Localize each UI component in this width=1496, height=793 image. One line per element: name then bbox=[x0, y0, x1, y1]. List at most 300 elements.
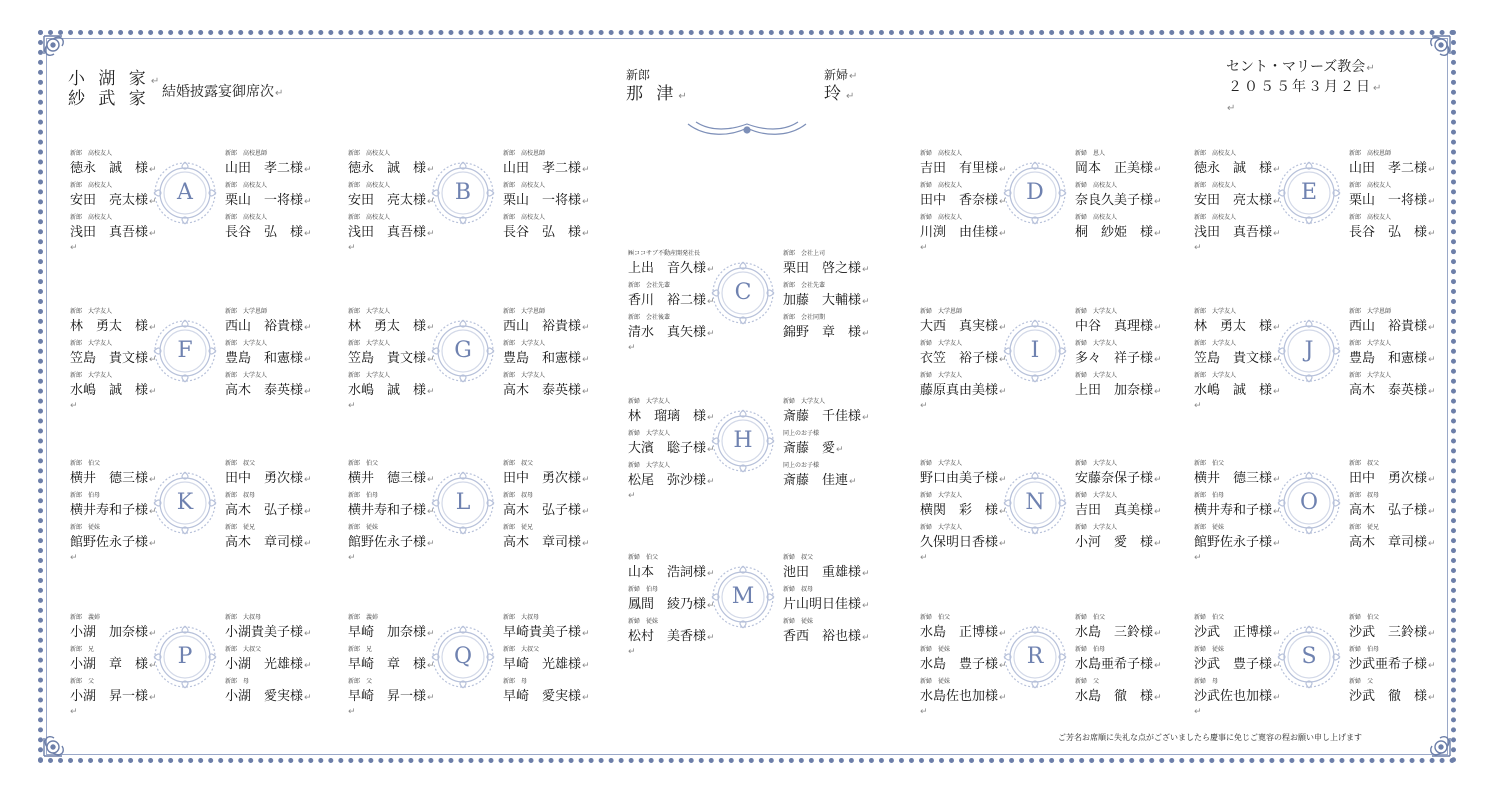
paragraph-mark: ↵ bbox=[304, 629, 312, 639]
guest-name-line bbox=[1194, 621, 1281, 640]
guest-name: 田中 勇次様 bbox=[503, 471, 582, 486]
guest-relation: 新郎 母 bbox=[225, 678, 250, 685]
guest-seat bbox=[1192, 522, 1292, 552]
guest-relation: 新婦 伯母 bbox=[1075, 646, 1106, 653]
paragraph-mark: ↵ bbox=[999, 387, 1007, 397]
guest-name: 沙武 徹 様 bbox=[1349, 689, 1428, 704]
guest-relation: 新郎 高校友人 bbox=[503, 214, 546, 221]
paragraph-mark: ↵ bbox=[1428, 475, 1436, 485]
guest-seat bbox=[1073, 212, 1173, 242]
guest-name: 小河 愛 様 bbox=[1075, 535, 1154, 550]
guest-relation: 新郎 義姉 bbox=[70, 614, 101, 621]
guest-name: 徳永 誠 様 bbox=[348, 161, 427, 176]
guest-relation: 新郎 叔父 bbox=[503, 460, 534, 467]
paragraph-mark: ↵ bbox=[1273, 629, 1281, 639]
guest-name-line bbox=[628, 593, 715, 612]
table-letter: B bbox=[454, 180, 472, 205]
guest-relation: 新郎 従兄 bbox=[503, 524, 534, 531]
guest-relation: 新婦 高校友人 bbox=[920, 214, 963, 221]
guest-seat bbox=[223, 338, 323, 368]
guest-relation: 新郎 伯父 bbox=[348, 460, 379, 467]
guest-seat bbox=[346, 212, 446, 242]
paragraph-mark: ↵ bbox=[1154, 539, 1162, 549]
guest-relation: 新婦 大学友人 bbox=[1075, 524, 1118, 531]
guest-seat bbox=[1073, 490, 1173, 520]
guest-seat bbox=[68, 458, 168, 488]
guest-seat bbox=[1347, 458, 1447, 488]
guest-seat bbox=[346, 490, 446, 520]
guest-name-line bbox=[70, 653, 157, 672]
paragraph-mark: ↵ bbox=[149, 693, 157, 703]
paragraph-mark: ↵ bbox=[1273, 197, 1281, 207]
guest-name: 鳳間 綾乃様 bbox=[628, 597, 707, 612]
paragraph-mark: ↵ bbox=[304, 539, 312, 549]
guest-relation: 新郎 大学友人 bbox=[503, 340, 546, 347]
guest-name: 横関 彩 様 bbox=[920, 503, 999, 518]
guest-seat bbox=[1347, 490, 1447, 520]
guest-seat bbox=[1347, 148, 1447, 178]
paragraph-mark: ↵ bbox=[1273, 693, 1281, 703]
guest-name: 徳永 誠 様 bbox=[1194, 161, 1273, 176]
paragraph-mark: ↵ bbox=[1273, 661, 1281, 671]
guest-relation: 新婦 大学友人 bbox=[628, 398, 671, 405]
guest-name-line bbox=[920, 467, 1007, 486]
guest-relation: 新郎 高校恩師 bbox=[1349, 150, 1392, 157]
guest-name: 小湖貴美子様 bbox=[225, 625, 304, 640]
guest-name-line bbox=[503, 621, 590, 640]
guest-name: 豊島 和憲様 bbox=[225, 351, 304, 366]
paragraph-mark: ↵ bbox=[628, 647, 636, 657]
guest-name-line bbox=[1194, 221, 1281, 240]
family-groom: 小 湖 家↵ bbox=[68, 69, 160, 89]
table-a bbox=[68, 148, 318, 253]
paragraph-mark: ↵ bbox=[1194, 707, 1202, 717]
guest-seat bbox=[918, 612, 1018, 642]
corner-ornament-bottom-left bbox=[40, 720, 80, 760]
paragraph-mark: ↵ bbox=[427, 629, 435, 639]
guest-relation: 新郎 大叔母 bbox=[225, 614, 262, 621]
guest-name: 高木 弘子様 bbox=[503, 503, 582, 518]
guest-relation: 新郎 従妹 bbox=[1194, 524, 1225, 531]
guest-name-line bbox=[920, 499, 1007, 518]
table-letter: O bbox=[1299, 490, 1319, 515]
paragraph-mark: ↵ bbox=[862, 601, 870, 611]
guest-name-line bbox=[1349, 621, 1436, 640]
table-letter: C bbox=[734, 280, 752, 305]
paragraph-mark: ↵ bbox=[920, 243, 928, 253]
guest-name: 奈良久美子様 bbox=[1075, 193, 1154, 208]
guest-name-line bbox=[1075, 499, 1162, 518]
paragraph-mark: ↵ bbox=[1154, 165, 1162, 175]
guest-seat bbox=[781, 248, 881, 278]
guest-seat bbox=[918, 370, 1018, 400]
guest-relation: 新郎 大学恩師 bbox=[225, 308, 268, 315]
guest-seat bbox=[626, 428, 726, 458]
guest-seat bbox=[1347, 180, 1447, 210]
corner-ornament-top-right bbox=[1414, 32, 1454, 72]
guest-name: 吉田 真美様 bbox=[1075, 503, 1154, 518]
table-letter: A bbox=[177, 180, 193, 205]
guest-name: 高木 弘子様 bbox=[1349, 503, 1428, 518]
guest-relation: 新郎 会社後輩 bbox=[628, 314, 671, 321]
paragraph-mark: ↵ bbox=[1428, 661, 1436, 671]
guest-name-line bbox=[1075, 531, 1162, 550]
paragraph-mark: ↵ bbox=[920, 707, 928, 717]
guest-relation: 新郎 高校友人 bbox=[1349, 214, 1392, 221]
guest-seat bbox=[501, 306, 601, 336]
guest-relation: 新婦 伯母 bbox=[628, 586, 659, 593]
guest-name: 吉田 有里様 bbox=[920, 161, 999, 176]
guest-relation: 新郎 大学友人 bbox=[348, 372, 391, 379]
paragraph-mark: ↵ bbox=[999, 693, 1007, 703]
guest-seat bbox=[781, 552, 881, 582]
guest-relation: 新婦 大学友人 bbox=[1075, 340, 1118, 347]
guest-name: 水島 徹 様 bbox=[1075, 689, 1154, 704]
guest-seat bbox=[501, 522, 601, 552]
table-p bbox=[68, 612, 318, 717]
paragraph-mark: ↵ bbox=[1154, 229, 1162, 239]
paragraph-mark: ↵ bbox=[149, 323, 157, 333]
guest-seat bbox=[918, 148, 1018, 178]
guest-name: 水島佐也加様 bbox=[920, 689, 999, 704]
wedding-date: ２０５５年３月２日↵ bbox=[1228, 79, 1382, 95]
guest-name-line bbox=[628, 289, 715, 308]
guest-relation: 新郎 大学友人 bbox=[1349, 340, 1392, 347]
guest-seat bbox=[223, 180, 323, 210]
guest-name: 館野佐永子様 bbox=[1194, 535, 1273, 550]
guest-relation: 新婦 伯父 bbox=[1194, 614, 1225, 621]
guest-name-line bbox=[1349, 531, 1436, 550]
paragraph-mark: ↵ bbox=[348, 707, 356, 717]
guest-relation: 新婦 伯母 bbox=[1349, 646, 1380, 653]
guest-name: 早崎 愛実様 bbox=[503, 689, 582, 704]
guest-name: 林 瑠璃 様 bbox=[628, 409, 707, 424]
paragraph-mark: ↵ bbox=[304, 229, 312, 239]
guest-name-line bbox=[70, 189, 157, 208]
paragraph-mark: ↵ bbox=[427, 693, 435, 703]
paragraph-mark: ↵ bbox=[999, 661, 1007, 671]
guest-name: 横井寿和子様 bbox=[1194, 503, 1273, 518]
guest-relation: 新郎 伯母 bbox=[348, 492, 379, 499]
guest-seat bbox=[223, 676, 323, 706]
guest-relation: 新郎 伯母 bbox=[70, 492, 101, 499]
guest-name-line bbox=[503, 221, 590, 240]
guest-name-line bbox=[1349, 653, 1436, 672]
guest-seat bbox=[501, 148, 601, 178]
paragraph-mark: ↵ bbox=[1273, 387, 1281, 397]
guest-relation: 新婦 大学友人 bbox=[1075, 492, 1118, 499]
guest-relation: 新郎 高校友人 bbox=[1349, 182, 1392, 189]
guest-name: 錦野 章 様 bbox=[783, 325, 862, 340]
guest-relation: 新郎 叔母 bbox=[503, 492, 534, 499]
guest-seat bbox=[626, 280, 726, 310]
paragraph-mark: ↵ bbox=[1194, 553, 1202, 563]
guest-relation: 新婦 従妹 bbox=[920, 646, 951, 653]
guest-name-line bbox=[348, 499, 435, 518]
guest-seat bbox=[346, 644, 446, 674]
guest-seat bbox=[346, 676, 446, 706]
guest-name: 小湖 昇一様 bbox=[70, 689, 149, 704]
guest-name: 衣笠 裕子様 bbox=[920, 351, 999, 366]
guest-relation: 新郎 高校友人 bbox=[225, 214, 268, 221]
guest-name-line bbox=[70, 315, 157, 334]
guest-seat bbox=[501, 370, 601, 400]
guest-name-line bbox=[503, 157, 590, 176]
guest-relation: 新郎 高校友人 bbox=[1194, 182, 1237, 189]
paragraph-mark: ↵ bbox=[70, 707, 78, 717]
guest-seat bbox=[626, 396, 726, 426]
guest-name: 浅田 真吾様 bbox=[348, 225, 427, 240]
paragraph-mark: ↵ bbox=[1154, 387, 1162, 397]
paragraph-mark: ↵ bbox=[862, 297, 870, 307]
guest-relation: 新郎 高校友人 bbox=[225, 182, 268, 189]
guest-name: 桐 紗姫 様 bbox=[1075, 225, 1154, 240]
table-n bbox=[918, 458, 1168, 563]
paragraph-mark: ↵ bbox=[862, 633, 870, 643]
guest-seat bbox=[918, 676, 1018, 706]
guest-seat bbox=[346, 522, 446, 552]
guest-name-line bbox=[225, 379, 312, 398]
paragraph-mark: ↵ bbox=[1154, 629, 1162, 639]
guest-name-line bbox=[628, 561, 715, 580]
guest-name: 林 勇太 様 bbox=[348, 319, 427, 334]
guest-seat bbox=[501, 612, 601, 642]
guest-seat bbox=[918, 458, 1018, 488]
paragraph-mark: ↵ bbox=[999, 229, 1007, 239]
paragraph-mark: ↵ bbox=[999, 165, 1007, 175]
guest-relation: 新婦 高校友人 bbox=[920, 182, 963, 189]
paragraph-mark: ↵ bbox=[707, 329, 715, 339]
guest-seat bbox=[1073, 370, 1173, 400]
table-e bbox=[1192, 148, 1442, 253]
guest-name: 早崎 光雄様 bbox=[503, 657, 582, 672]
guest-name: 栗山 一将様 bbox=[503, 193, 582, 208]
guest-relation: 新郎 伯父 bbox=[1194, 460, 1225, 467]
paragraph-mark: ↵ bbox=[582, 229, 590, 239]
guest-name-line bbox=[783, 321, 870, 340]
guest-relation: 新郎 従兄 bbox=[1349, 524, 1380, 531]
guest-seat bbox=[68, 338, 168, 368]
guest-name: 長谷 弘 様 bbox=[225, 225, 304, 240]
paragraph-mark: ↵ bbox=[1227, 103, 1236, 114]
guest-relation: 新婦 大学友人 bbox=[1075, 460, 1118, 467]
guest-relation: 新婦 従妹 bbox=[1194, 646, 1225, 653]
guest-relation: 新郎 大学友人 bbox=[348, 308, 391, 315]
guest-name-line bbox=[70, 379, 157, 398]
guest-seat bbox=[501, 458, 601, 488]
guest-name: 笠島 貴文様 bbox=[348, 351, 427, 366]
guest-name: 横井寿和子様 bbox=[70, 503, 149, 518]
guest-name-line bbox=[920, 653, 1007, 672]
guest-relation: 新郎 叔母 bbox=[225, 492, 256, 499]
paragraph-mark: ↵ bbox=[427, 539, 435, 549]
paragraph-mark: ↵ bbox=[427, 165, 435, 175]
table-q bbox=[346, 612, 596, 717]
guest-name: 横井 德三様 bbox=[1194, 471, 1273, 486]
guest-seat bbox=[68, 180, 168, 210]
paragraph-mark: ↵ bbox=[1154, 475, 1162, 485]
guest-name-line bbox=[1194, 379, 1281, 398]
table-letter: E bbox=[1300, 180, 1318, 205]
guest-name-line bbox=[1075, 315, 1162, 334]
guest-name-line bbox=[1194, 531, 1281, 550]
paragraph-mark: ↵ bbox=[70, 401, 78, 411]
guest-name: 加藤 大輔様 bbox=[783, 293, 862, 308]
guest-relation: 新郎 大学友人 bbox=[1194, 372, 1237, 379]
paragraph-mark: ↵ bbox=[999, 629, 1007, 639]
guest-seat bbox=[223, 212, 323, 242]
guest-name: 栗田 啓之様 bbox=[783, 261, 862, 276]
table-c bbox=[626, 248, 876, 353]
guest-seat bbox=[1192, 490, 1292, 520]
paragraph-mark: ↵ bbox=[862, 265, 870, 275]
guest-name: 中谷 真理様 bbox=[1075, 319, 1154, 334]
guest-seat bbox=[781, 428, 881, 458]
guest-relation: 新郎 大叔母 bbox=[503, 614, 540, 621]
guest-name-line bbox=[1194, 653, 1281, 672]
guest-name-line bbox=[1075, 467, 1162, 486]
guest-name: 山本 浩詞様 bbox=[628, 565, 707, 580]
guest-name: 館野佐永子様 bbox=[348, 535, 427, 550]
guest-name: 香川 裕二様 bbox=[628, 293, 707, 308]
paragraph-mark: ↵ bbox=[427, 661, 435, 671]
guest-name: 長谷 弘 様 bbox=[1349, 225, 1428, 240]
guest-name: 藤原真由美様 bbox=[920, 383, 999, 398]
guest-seat bbox=[223, 522, 323, 552]
table-i bbox=[918, 306, 1168, 411]
paragraph-mark: ↵ bbox=[582, 323, 590, 333]
paragraph-mark: ↵ bbox=[1154, 197, 1162, 207]
paragraph-mark: ↵ bbox=[707, 413, 715, 423]
paragraph-mark: ↵ bbox=[1273, 475, 1281, 485]
guest-relation: 新婦 叔母 bbox=[783, 586, 814, 593]
guest-seat bbox=[918, 306, 1018, 336]
guest-name: 片山明日佳様 bbox=[783, 597, 862, 612]
guest-relation: 新婦 母 bbox=[1194, 678, 1219, 685]
guest-name-line bbox=[225, 347, 312, 366]
guest-seat bbox=[68, 148, 168, 178]
guest-relation: 新婦 父 bbox=[1349, 678, 1374, 685]
guest-seat bbox=[626, 584, 726, 614]
guest-name: 高木 泰英様 bbox=[1349, 383, 1428, 398]
guest-seat bbox=[1073, 522, 1173, 552]
guest-relation: 新郎 父 bbox=[348, 678, 373, 685]
guest-name-line bbox=[628, 437, 715, 456]
guest-seat bbox=[346, 458, 446, 488]
guest-name-line bbox=[1349, 315, 1436, 334]
guest-name: 川渕 由佳様 bbox=[920, 225, 999, 240]
paragraph-mark: ↵ bbox=[582, 539, 590, 549]
guest-seat bbox=[626, 552, 726, 582]
guest-name: 斎藤 佳連 bbox=[783, 473, 849, 488]
guest-name-line bbox=[1349, 221, 1436, 240]
guest-name-line bbox=[348, 347, 435, 366]
guest-name: 小湖 愛実様 bbox=[225, 689, 304, 704]
paragraph-mark: ↵ bbox=[1154, 661, 1162, 671]
paragraph-mark: ↵ bbox=[304, 387, 312, 397]
guest-name-line bbox=[70, 685, 157, 704]
guest-relation: 新郎 会社先輩 bbox=[628, 282, 671, 289]
guest-name: 小湖 光雄様 bbox=[225, 657, 304, 672]
guest-name-line bbox=[783, 405, 870, 424]
table-letter: P bbox=[177, 644, 193, 669]
guest-name-line bbox=[348, 621, 435, 640]
guest-seat bbox=[68, 212, 168, 242]
guest-name-line bbox=[1349, 347, 1436, 366]
guest-name-line bbox=[348, 467, 435, 486]
guest-relation: 新婦 大学友人 bbox=[1075, 308, 1118, 315]
guest-seat bbox=[1073, 612, 1173, 642]
guest-name-line bbox=[1075, 157, 1162, 176]
guest-name-line bbox=[783, 289, 870, 308]
guest-seat bbox=[1347, 212, 1447, 242]
guest-relation: 新郎 大学友人 bbox=[348, 340, 391, 347]
paragraph-mark: ↵ bbox=[1428, 539, 1436, 549]
guest-seat bbox=[346, 370, 446, 400]
guest-name: 林 勇太 様 bbox=[70, 319, 149, 334]
table-letter: M bbox=[731, 584, 755, 609]
table-h bbox=[626, 396, 876, 501]
guest-seat bbox=[68, 306, 168, 336]
paragraph-mark: ↵ bbox=[70, 243, 78, 253]
guest-name: 西山 裕貴様 bbox=[1349, 319, 1428, 334]
guest-seat bbox=[346, 180, 446, 210]
guest-relation: 新郎 大学友人 bbox=[70, 308, 113, 315]
guest-seat bbox=[1347, 306, 1447, 336]
guest-relation: 新郎 大学友人 bbox=[225, 372, 268, 379]
guest-name-line bbox=[70, 157, 157, 176]
paragraph-mark: ↵ bbox=[304, 323, 312, 333]
guest-relation: 新婦 叔父 bbox=[783, 554, 814, 561]
paragraph-mark: ↵ bbox=[999, 197, 1007, 207]
paragraph-mark: ↵ bbox=[582, 475, 590, 485]
guest-name: 小湖 章 様 bbox=[70, 657, 149, 672]
guest-name: 田中 勇次様 bbox=[225, 471, 304, 486]
table-letter: R bbox=[1026, 644, 1044, 669]
table-letter: S bbox=[1301, 644, 1317, 669]
guest-name-line bbox=[1075, 221, 1162, 240]
guest-seat bbox=[501, 644, 601, 674]
guest-relation: 新婦 従妹 bbox=[783, 618, 814, 625]
guest-name-line bbox=[503, 531, 590, 550]
guest-name-line bbox=[1075, 189, 1162, 208]
guest-name: 笠島 貴文様 bbox=[70, 351, 149, 366]
table-letter: D bbox=[1026, 180, 1044, 205]
guest-name: 高木 章司様 bbox=[1349, 535, 1428, 550]
guest-name-line bbox=[225, 531, 312, 550]
guest-relation: 新郎 兄 bbox=[348, 646, 373, 653]
guest-name-line bbox=[628, 625, 715, 644]
guest-seat bbox=[1192, 612, 1292, 642]
paragraph-mark: ↵ bbox=[1154, 507, 1162, 517]
paragraph-mark: ↵ bbox=[582, 355, 590, 365]
guest-name-line bbox=[348, 685, 435, 704]
guest-relation: 新郎 高校友人 bbox=[70, 214, 113, 221]
guest-name-line bbox=[348, 157, 435, 176]
guest-name: 豊島 和憲様 bbox=[1349, 351, 1428, 366]
paragraph-mark: ↵ bbox=[427, 507, 435, 517]
paragraph-mark: ↵ bbox=[836, 445, 844, 455]
guest-name: 西山 裕貴様 bbox=[225, 319, 304, 334]
guest-seat bbox=[1192, 180, 1292, 210]
guest-name-line bbox=[225, 499, 312, 518]
guest-name-line bbox=[1075, 621, 1162, 640]
guest-name-line bbox=[628, 257, 715, 276]
guest-name-line bbox=[1075, 379, 1162, 398]
guest-seat bbox=[1347, 612, 1447, 642]
guest-name-line bbox=[503, 189, 590, 208]
paragraph-mark: ↵ bbox=[628, 343, 636, 353]
